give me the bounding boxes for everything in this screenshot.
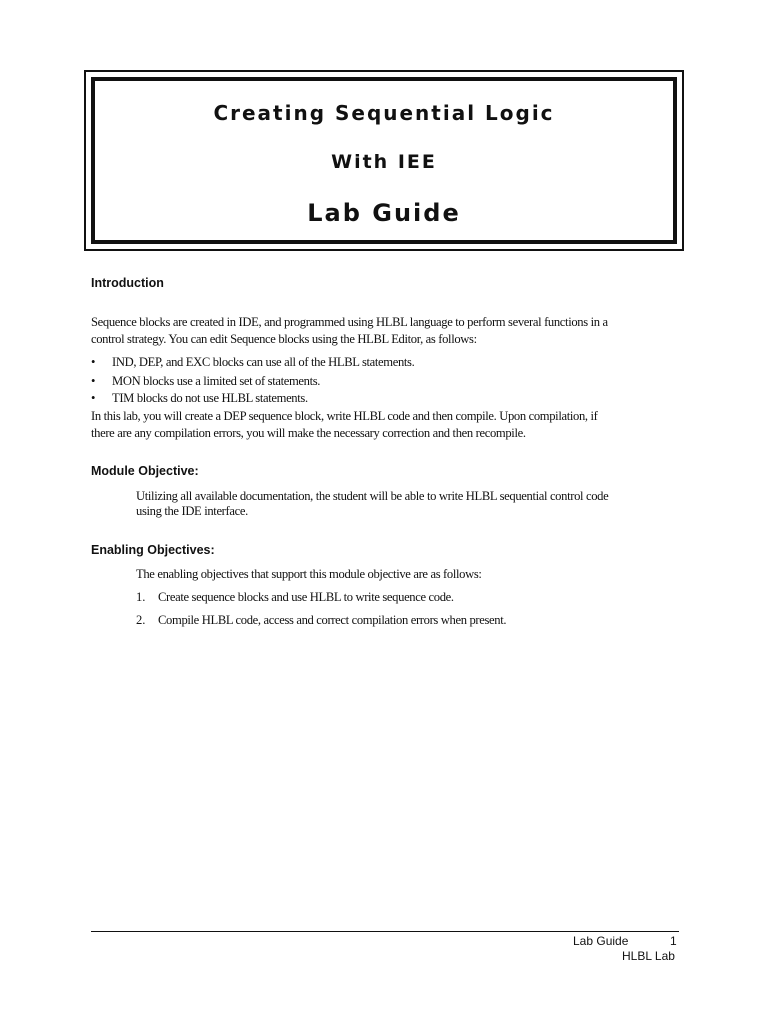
- bullet-item: IND, DEP, and EXC blocks can use all of the HLBL statements.: [112, 355, 415, 369]
- module-objective-heading: Module Objective:: [91, 464, 199, 478]
- footer-doc-name: Lab Guide: [573, 934, 629, 948]
- title-box: [84, 70, 684, 251]
- document-subtitle: With IEE: [331, 151, 437, 173]
- footer-divider: [91, 931, 679, 932]
- objective-text: Create sequence blocks and use HLBL to write sequence code.: [158, 590, 454, 604]
- module-objective-line-1: Utilizing all available documentation, the student will be able to write HLBL sequential control code: [136, 489, 609, 503]
- introduction-paragraph-2-line-2: there are any compilation errors, you will make the necessary correction and then recompile.: [91, 426, 526, 440]
- introduction-heading: Introduction: [91, 276, 164, 290]
- introduction-paragraph-1-line-2: control strategy. You can edit Sequence blocks using the HLBL Editor, as follows:: [91, 332, 477, 346]
- module-objective-line-2: using the IDE interface.: [136, 504, 248, 518]
- footer-page-number: 1: [670, 934, 677, 948]
- objective-number: 1.: [136, 590, 146, 604]
- document-title: Creating Sequential Logic: [213, 101, 555, 125]
- enabling-objectives-intro: The enabling objectives that support this module objective are as follows:: [136, 567, 482, 581]
- enabling-objectives-heading: Enabling Objectives:: [91, 543, 215, 557]
- bullet-item: MON blocks use a limited set of statements.: [112, 374, 321, 388]
- introduction-paragraph-2-line-1: In this lab, you will create a DEP sequence block, write HLBL code and then compile. Upon compilation, if: [91, 409, 598, 423]
- bullet-symbol: •: [91, 391, 96, 405]
- bullet-symbol: •: [91, 374, 96, 388]
- bullet-symbol: •: [91, 355, 96, 369]
- introduction-paragraph-1-line-1: Sequence blocks are created in IDE, and programmed using HLBL language to perform several functions in a: [91, 315, 608, 329]
- title-box-inner: [91, 77, 677, 244]
- objective-number: 2.: [136, 613, 146, 627]
- objective-text: Compile HLBL code, access and correct compilation errors when present.: [158, 613, 507, 627]
- document-type: Lab Guide: [307, 199, 461, 227]
- bullet-item: TIM blocks do not use HLBL statements.: [112, 391, 308, 405]
- footer-lab-name: HLBL Lab: [622, 949, 675, 963]
